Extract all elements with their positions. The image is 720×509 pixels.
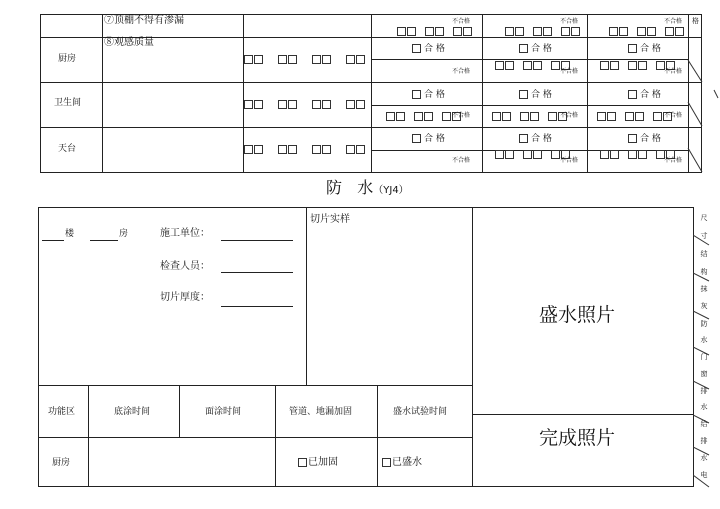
fail-label: 不合格	[560, 18, 579, 25]
blank-boxes	[244, 100, 374, 109]
side-note: 门	[700, 353, 708, 361]
pass-checkbox[interactable]: 合 格	[519, 44, 552, 54]
blank-boxes	[244, 145, 374, 154]
item-ceiling-leak: ⑦顶棚不得有渗漏	[104, 15, 184, 26]
pass-checkbox[interactable]: 合 格	[412, 90, 445, 100]
side-note: 防	[700, 320, 708, 328]
reinforced-checkbox[interactable]: 已加固	[298, 458, 338, 468]
side-note: 电	[700, 471, 708, 479]
side-note: 窗	[700, 370, 708, 378]
pass-checkbox[interactable]: 合 格	[628, 44, 661, 54]
header-base-coat-time: 底涂时间	[114, 407, 151, 417]
side-note: 抹	[700, 285, 708, 293]
row-label-kitchen: 厨房	[52, 458, 71, 468]
row-label-rooftop: 天台	[58, 144, 77, 154]
fail-label: 不合格	[664, 68, 683, 75]
room-suffix: 房	[119, 229, 129, 239]
pass-checkbox[interactable]: 合 格	[412, 134, 445, 144]
row-label-bathroom: 卫生间	[54, 98, 82, 108]
blank-boxes	[609, 27, 693, 36]
side-note: 结	[700, 250, 708, 258]
section-title: 防 水（YJ4）	[326, 178, 409, 197]
fail-label: 不合格	[664, 18, 683, 25]
fail-label: 不合格	[560, 68, 579, 75]
side-note: 水	[700, 454, 708, 462]
pass-checkbox[interactable]: 合 格	[628, 134, 661, 144]
fail-label: 不合格	[452, 112, 471, 119]
fail-label: 不合格	[664, 112, 683, 119]
blank-boxes	[244, 55, 374, 64]
fail-label: 不合格	[452, 157, 471, 164]
side-note: 尺	[700, 214, 708, 222]
pass-checkbox[interactable]: 合 格	[412, 44, 445, 54]
building-suffix: 楼	[65, 229, 75, 239]
slice-thickness-field[interactable]	[221, 306, 293, 307]
side-note: 给	[700, 420, 708, 428]
side-note: 水	[700, 336, 708, 344]
filled-checkbox[interactable]: 已盛水	[382, 458, 422, 468]
fail-label: 不合格	[452, 18, 471, 25]
fail-label: 不合格	[560, 157, 579, 164]
pass-checkbox[interactable]: 合 格	[519, 90, 552, 100]
header-water-test-time: 盛水试验时间	[393, 407, 448, 417]
side-note: 排	[700, 437, 708, 445]
slice-sample-label: 切片实样	[310, 214, 350, 225]
construction-unit-field[interactable]	[221, 240, 293, 241]
header-top-coat-time: 面涂时间	[205, 407, 242, 417]
pass-checkbox[interactable]: 合 格	[519, 134, 552, 144]
pass-checkbox[interactable]: 合 格	[628, 90, 661, 100]
side-note: 灰	[700, 302, 708, 310]
item-appearance-quality: ⑧观感质量	[104, 37, 154, 48]
water-photo-label: 盛水照片	[539, 304, 616, 326]
inspector-field[interactable]	[221, 272, 293, 273]
header-pipe-reinforce: 管道、地漏加固	[289, 407, 353, 417]
row-label-kitchen: 厨房	[58, 54, 77, 64]
done-photo-label: 完成照片	[539, 427, 616, 449]
side-note: 水	[700, 403, 708, 411]
right-edge-diagonals	[686, 60, 720, 175]
fail-label: 不合格	[560, 112, 579, 119]
side-note: 排	[700, 387, 708, 395]
fail-label: 不合格	[664, 157, 683, 164]
inspector-label: 检查人员：	[160, 261, 210, 272]
blank-boxes	[397, 27, 481, 36]
slice-thickness-label: 切片厚度：	[160, 292, 210, 303]
construction-unit-label: 施工单位：	[160, 228, 210, 239]
side-note: 寸	[700, 232, 708, 240]
right-col-label: 格	[692, 17, 699, 25]
header-function-area: 功能区	[48, 407, 76, 417]
side-note: 构	[700, 268, 708, 276]
fail-label: 不合格	[452, 68, 471, 75]
blank-boxes	[505, 27, 589, 36]
